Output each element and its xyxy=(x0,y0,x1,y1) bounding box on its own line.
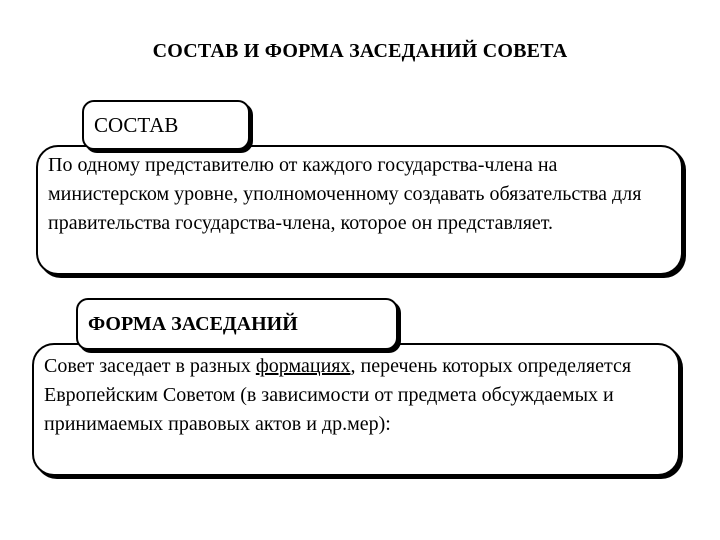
composition-content-box xyxy=(36,145,683,275)
meetings-content-box xyxy=(32,343,680,476)
meetings-text xyxy=(44,352,668,439)
composition-label: СОСТАВ xyxy=(94,112,179,137)
composition-text: По одному представителю от каждого государства-члена на министерском уровне, уполномоченному создавать обязательства для правительства государства-члена, которое он представляет. xyxy=(48,154,642,234)
meetings-label-box xyxy=(76,298,398,350)
meetings-label: ФОРМА ЗАСЕДАНИЙ xyxy=(88,312,298,335)
meetings-text-before: Совет заседает в разных xyxy=(44,355,256,377)
composition-label-box xyxy=(82,100,250,150)
meetings-text-after: , перечень которых определяется Европейским Советом (в зависимости от предмета обсуждаемых и принимаемых правовых актов и др.мер): xyxy=(44,355,632,435)
page-title: СОСТАВ И ФОРМА ЗАСЕДАНИЙ СОВЕТА xyxy=(152,40,568,62)
formations-link[interactable]: формациях xyxy=(255,355,351,377)
